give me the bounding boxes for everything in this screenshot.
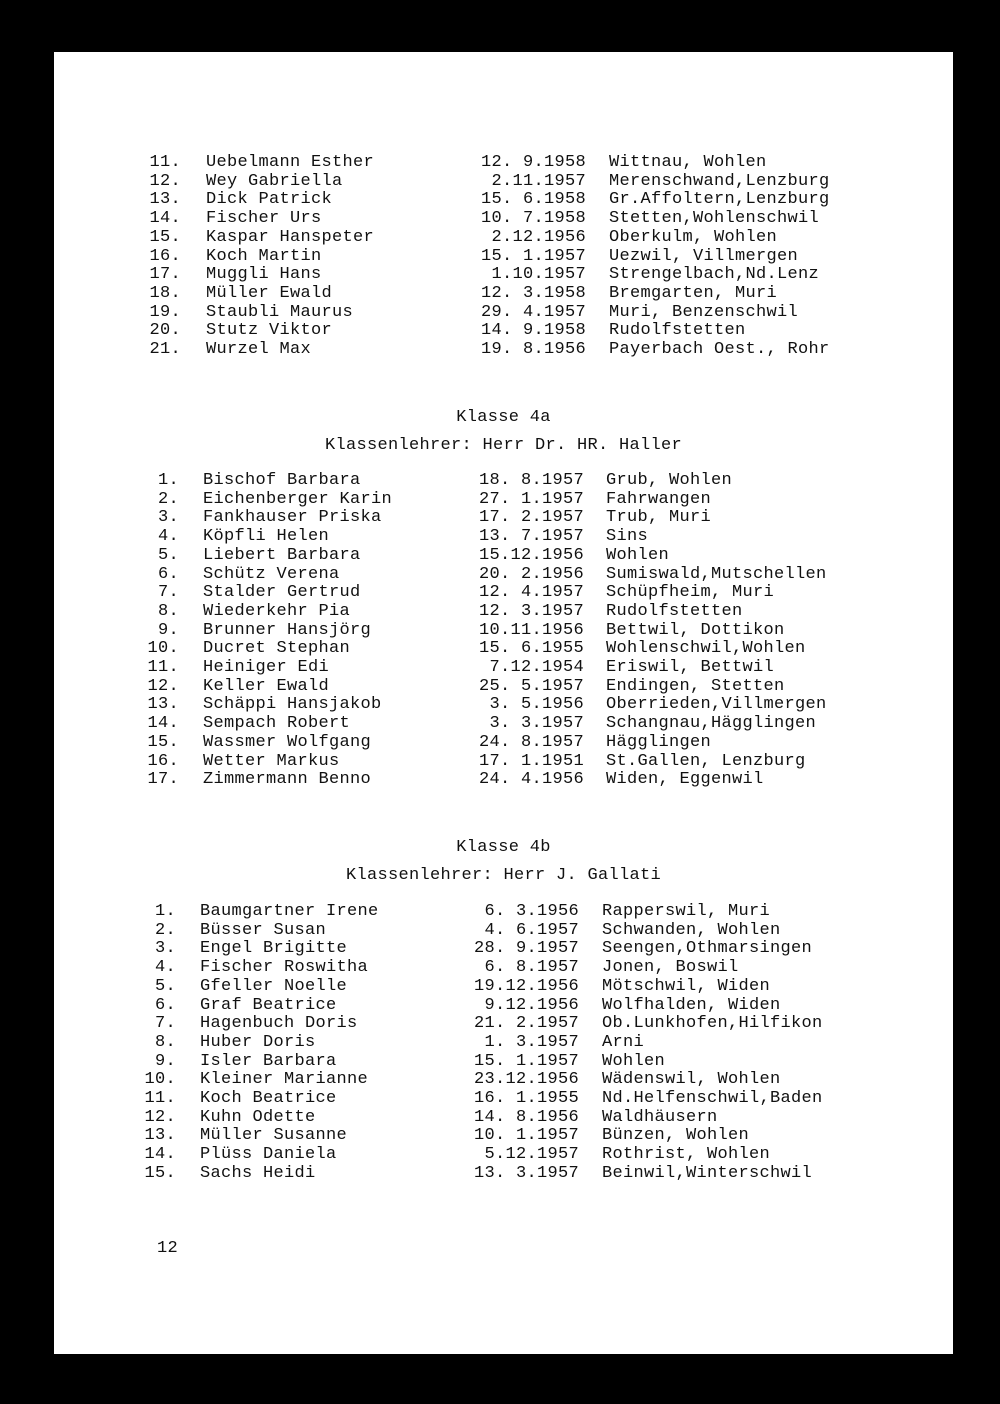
student-name: Koch Beatrice bbox=[200, 1089, 337, 1108]
hometown: Widen, Eggenwil bbox=[606, 770, 764, 790]
birth-date: 1.10.1957 bbox=[491, 265, 586, 285]
birth-date: 15. 6.1958 bbox=[480, 190, 586, 210]
birth-date: 12. 3.1957 bbox=[478, 601, 584, 621]
hometown: Wohlen bbox=[606, 545, 670, 565]
birth-date: 2.11.1957 bbox=[491, 171, 586, 191]
student-number: 3. bbox=[157, 508, 179, 528]
birth-date: 15. 1.1957 bbox=[480, 246, 586, 266]
hometown: Eriswil, Bettwil bbox=[606, 658, 775, 677]
hometown: Rothrist, Wohlen bbox=[602, 1145, 771, 1165]
student-name: Dick Patrick bbox=[206, 190, 333, 210]
hometown: Strengelbach,Nd.Lenz bbox=[609, 265, 820, 285]
student-row bbox=[54, 902, 953, 921]
student-name: Stalder Gertrud bbox=[203, 583, 361, 603]
student-name: Fankhauser Priska bbox=[203, 508, 382, 528]
student-row bbox=[54, 565, 953, 584]
student-name: Hagenbuch Doris bbox=[200, 1014, 358, 1034]
student-name: Baumgartner Irene bbox=[200, 902, 379, 921]
student-number: 14. bbox=[149, 209, 181, 229]
student-name: Muggli Hans bbox=[206, 265, 322, 285]
hometown: Wittnau, Wohlen bbox=[609, 153, 767, 172]
birth-date: 12. 9.1958 bbox=[480, 153, 586, 172]
birth-date: 27. 1.1957 bbox=[478, 489, 584, 509]
student-name: Müller Ewald bbox=[206, 283, 333, 303]
birth-date: 13. 7.1957 bbox=[478, 527, 584, 547]
birth-date: 14. 8.1956 bbox=[473, 1107, 579, 1127]
hometown: Oberkulm, Wohlen bbox=[609, 227, 778, 247]
student-row bbox=[54, 958, 953, 977]
student-name: Wey Gabriella bbox=[206, 171, 343, 191]
birth-date: 20. 2.1956 bbox=[478, 564, 584, 584]
birth-date: 6. 8.1957 bbox=[484, 958, 579, 978]
student-name: Uebelmann Esther bbox=[206, 153, 375, 172]
hometown: Rudolfstetten bbox=[606, 601, 743, 621]
student-number: 7. bbox=[157, 583, 179, 603]
birth-date: 24. 8.1957 bbox=[478, 732, 584, 752]
birth-date: 10.11.1956 bbox=[478, 620, 584, 640]
student-row bbox=[54, 190, 953, 209]
student-row bbox=[54, 714, 953, 733]
student-name: Brunner Hansjörg bbox=[203, 620, 372, 640]
hometown: Oberrieden,Villmergen bbox=[606, 695, 827, 715]
hometown: Schwanden, Wohlen bbox=[602, 920, 781, 940]
student-row bbox=[54, 153, 953, 172]
document-page bbox=[54, 52, 953, 1354]
student-number: 1. bbox=[154, 902, 176, 921]
birth-date: 24. 4.1956 bbox=[478, 770, 584, 790]
student-row bbox=[54, 1108, 953, 1127]
birth-date: 1. 3.1957 bbox=[484, 1032, 579, 1052]
student-row bbox=[54, 321, 953, 340]
hometown: Fahrwangen bbox=[606, 489, 712, 509]
student-name: Plüss Daniela bbox=[200, 1145, 337, 1165]
birth-date: 23.12.1956 bbox=[473, 1070, 579, 1090]
birth-date: 12. 4.1957 bbox=[478, 583, 584, 603]
student-row bbox=[54, 247, 953, 266]
student-number: 21. bbox=[149, 340, 181, 359]
hometown: Bünzen, Wohlen bbox=[602, 1126, 750, 1146]
student-row bbox=[54, 527, 953, 546]
student-name: Müller Susanne bbox=[200, 1126, 348, 1146]
birth-date: 19. 8.1956 bbox=[480, 340, 586, 359]
student-row bbox=[54, 733, 953, 752]
hometown: Trub, Muri bbox=[606, 508, 712, 528]
student-name: Isler Barbara bbox=[200, 1051, 337, 1071]
student-number: 17. bbox=[149, 265, 181, 285]
student-name: Huber Doris bbox=[200, 1032, 316, 1052]
student-number: 9. bbox=[157, 620, 179, 640]
student-row bbox=[54, 303, 953, 322]
hometown: Payerbach Oest., Rohr bbox=[609, 340, 830, 359]
student-number: 17. bbox=[147, 770, 179, 790]
birth-date: 9.12.1956 bbox=[484, 995, 579, 1015]
student-row bbox=[54, 228, 953, 247]
birth-date: 29. 4.1957 bbox=[480, 302, 586, 322]
hometown: Jonen, Boswil bbox=[602, 958, 739, 978]
hometown: Endingen, Stetten bbox=[606, 676, 785, 696]
hometown: Gr.Affoltern,Lenzburg bbox=[609, 190, 830, 210]
student-number: 10. bbox=[144, 1070, 176, 1090]
student-row bbox=[54, 939, 953, 958]
student-number: 9. bbox=[154, 1051, 176, 1071]
student-number: 6. bbox=[157, 564, 179, 584]
birth-date: 10. 1.1957 bbox=[473, 1126, 579, 1146]
student-row bbox=[54, 583, 953, 602]
hometown: Seengen,Othmarsingen bbox=[602, 939, 813, 959]
birth-date: 18. 8.1957 bbox=[478, 471, 584, 490]
student-row bbox=[54, 977, 953, 996]
student-name: Büsser Susan bbox=[200, 920, 327, 940]
student-name: Keller Ewald bbox=[203, 676, 330, 696]
birth-date: 4. 6.1957 bbox=[484, 920, 579, 940]
student-name: Liebert Barbara bbox=[203, 545, 361, 565]
student-number: 4. bbox=[157, 527, 179, 547]
student-row bbox=[54, 770, 953, 789]
page-number: 12 bbox=[157, 1239, 179, 1258]
class-4b-teacher: Klassenlehrer: Herr J. Gallati bbox=[345, 866, 662, 885]
hometown: Sins bbox=[606, 527, 649, 547]
birth-date: 7.12.1954 bbox=[489, 658, 584, 677]
student-number: 6. bbox=[154, 995, 176, 1015]
student-name: Graf Beatrice bbox=[200, 995, 337, 1015]
student-name: Sempach Robert bbox=[203, 714, 351, 734]
student-row bbox=[54, 265, 953, 284]
student-number: 12. bbox=[149, 171, 181, 191]
student-name: Wiederkehr Pia bbox=[203, 601, 351, 621]
student-name: Gfeller Noelle bbox=[200, 976, 348, 996]
birth-date: 15. 6.1955 bbox=[478, 639, 584, 659]
birth-date: 25. 5.1957 bbox=[478, 676, 584, 696]
student-row bbox=[54, 621, 953, 640]
student-name: Köpfli Helen bbox=[203, 527, 330, 547]
student-name: Fischer Urs bbox=[206, 209, 322, 229]
student-number: 5. bbox=[154, 976, 176, 996]
student-row bbox=[54, 1145, 953, 1164]
student-number: 8. bbox=[157, 601, 179, 621]
student-name: Ducret Stephan bbox=[203, 639, 351, 659]
student-number: 14. bbox=[147, 714, 179, 734]
student-row bbox=[54, 1126, 953, 1145]
student-row bbox=[54, 471, 953, 490]
hometown: Mötschwil, Widen bbox=[602, 976, 771, 996]
birth-date: 10. 7.1958 bbox=[480, 209, 586, 229]
hometown: Schüpfheim, Muri bbox=[606, 583, 775, 603]
student-row bbox=[54, 639, 953, 658]
student-row bbox=[54, 677, 953, 696]
birth-date: 5.12.1957 bbox=[484, 1145, 579, 1165]
birth-date: 14. 9.1958 bbox=[480, 321, 586, 341]
student-name: Koch Martin bbox=[206, 246, 322, 266]
hometown: Stetten,Wohlenschwil bbox=[609, 209, 820, 229]
hometown: Sumiswald,Mutschellen bbox=[606, 564, 827, 584]
birth-date: 15.12.1956 bbox=[478, 545, 584, 565]
student-name: Eichenberger Karin bbox=[203, 489, 393, 509]
student-number: 12. bbox=[147, 676, 179, 696]
hometown: Waldhäusern bbox=[602, 1107, 718, 1127]
student-number: 1. bbox=[157, 471, 179, 490]
student-row bbox=[54, 1089, 953, 1108]
student-number: 15. bbox=[147, 732, 179, 752]
student-row bbox=[54, 1052, 953, 1071]
birth-date: 17. 2.1957 bbox=[478, 508, 584, 528]
birth-date: 17. 1.1951 bbox=[478, 751, 584, 771]
class-4a-teacher: Klassenlehrer: Herr Dr. HR. Haller bbox=[324, 436, 683, 455]
student-number: 15. bbox=[149, 227, 181, 247]
hometown: Schangnau,Hägglingen bbox=[606, 714, 817, 734]
student-name: Engel Brigitte bbox=[200, 939, 348, 959]
student-name: Schütz Verena bbox=[203, 564, 340, 584]
student-number: 8. bbox=[154, 1032, 176, 1052]
birth-date: 28. 9.1957 bbox=[473, 939, 579, 959]
birth-date: 3. 5.1956 bbox=[489, 695, 584, 715]
student-row bbox=[54, 209, 953, 228]
student-row bbox=[54, 752, 953, 771]
student-number: 14. bbox=[144, 1145, 176, 1165]
hometown: Hägglingen bbox=[606, 732, 712, 752]
student-name: Schäppi Hansjakob bbox=[203, 695, 382, 715]
hometown: Wohlen bbox=[602, 1051, 666, 1071]
student-number: 10. bbox=[147, 639, 179, 659]
student-number: 7. bbox=[154, 1014, 176, 1034]
student-row bbox=[54, 1033, 953, 1052]
student-name: Wassmer Wolfgang bbox=[203, 732, 372, 752]
hometown: Merenschwand,Lenzburg bbox=[609, 171, 830, 191]
student-number: 16. bbox=[147, 751, 179, 771]
hometown: Wolfhalden, Widen bbox=[602, 995, 781, 1015]
hometown: Rapperswil, Muri bbox=[602, 902, 771, 921]
student-number: 16. bbox=[149, 246, 181, 266]
student-number: 18. bbox=[149, 283, 181, 303]
student-row bbox=[54, 921, 953, 940]
student-number: 2. bbox=[154, 920, 176, 940]
student-name: Staubli Maurus bbox=[206, 302, 354, 322]
student-name: Wurzel Max bbox=[206, 340, 312, 359]
hometown: St.Gallen, Lenzburg bbox=[606, 751, 806, 771]
student-name: Stutz Viktor bbox=[206, 321, 333, 341]
student-number: 11. bbox=[149, 153, 181, 172]
student-name: Heiniger Edi bbox=[203, 658, 330, 677]
student-row bbox=[54, 508, 953, 527]
student-number: 12. bbox=[144, 1107, 176, 1127]
student-row bbox=[54, 284, 953, 303]
student-number: 13. bbox=[144, 1126, 176, 1146]
class-4b-title: Klasse 4b bbox=[456, 838, 551, 857]
student-name: Wetter Markus bbox=[203, 751, 340, 771]
student-row bbox=[54, 1014, 953, 1033]
student-row bbox=[54, 490, 953, 509]
hometown: Wädenswil, Wohlen bbox=[602, 1070, 781, 1090]
student-row bbox=[54, 340, 953, 359]
student-name: Kaspar Hanspeter bbox=[206, 227, 375, 247]
student-name: Zimmermann Benno bbox=[203, 770, 372, 790]
student-number: 13. bbox=[149, 190, 181, 210]
student-row bbox=[54, 695, 953, 714]
student-name: Bischof Barbara bbox=[203, 471, 361, 490]
birth-date: 2.12.1956 bbox=[491, 227, 586, 247]
hometown: Muri, Benzenschwil bbox=[609, 302, 799, 322]
student-row bbox=[54, 1164, 953, 1183]
student-number: 4. bbox=[154, 958, 176, 978]
student-number: 11. bbox=[147, 658, 179, 677]
birth-date: 21. 2.1957 bbox=[473, 1014, 579, 1034]
student-row bbox=[54, 1070, 953, 1089]
student-number: 11. bbox=[144, 1089, 176, 1108]
hometown: Beinwil,Winterschwil bbox=[602, 1163, 813, 1183]
class-4a-title: Klasse 4a bbox=[456, 408, 551, 427]
student-row bbox=[54, 172, 953, 191]
hometown: Uezwil, Villmergen bbox=[609, 246, 799, 266]
hometown: Arni bbox=[602, 1032, 645, 1052]
student-number: 3. bbox=[154, 939, 176, 959]
hometown: Ob.Lunkhofen,Hilfikon bbox=[602, 1014, 823, 1034]
birth-date: 13. 3.1957 bbox=[473, 1163, 579, 1183]
birth-date: 15. 1.1957 bbox=[473, 1051, 579, 1071]
birth-date: 19.12.1956 bbox=[473, 976, 579, 996]
birth-date: 6. 3.1956 bbox=[484, 902, 579, 921]
hometown: Rudolfstetten bbox=[609, 321, 746, 341]
student-number: 5. bbox=[157, 545, 179, 565]
student-name: Kleiner Marianne bbox=[200, 1070, 369, 1090]
student-number: 2. bbox=[157, 489, 179, 509]
student-name: Fischer Roswitha bbox=[200, 958, 369, 978]
student-number: 15. bbox=[144, 1163, 176, 1183]
student-row bbox=[54, 658, 953, 677]
hometown: Nd.Helfenschwil,Baden bbox=[602, 1089, 823, 1108]
hometown: Wohlenschwil,Wohlen bbox=[606, 639, 806, 659]
birth-date: 12. 3.1958 bbox=[480, 283, 586, 303]
student-name: Kuhn Odette bbox=[200, 1107, 316, 1127]
student-number: 19. bbox=[149, 302, 181, 322]
birth-date: 16. 1.1955 bbox=[473, 1089, 579, 1108]
birth-date: 3. 3.1957 bbox=[489, 714, 584, 734]
student-row bbox=[54, 602, 953, 621]
hometown: Bremgarten, Muri bbox=[609, 283, 778, 303]
student-number: 20. bbox=[149, 321, 181, 341]
student-row bbox=[54, 996, 953, 1015]
hometown: Grub, Wohlen bbox=[606, 471, 733, 490]
student-number: 13. bbox=[147, 695, 179, 715]
student-name: Sachs Heidi bbox=[200, 1163, 316, 1183]
hometown: Bettwil, Dottikon bbox=[606, 620, 785, 640]
student-row bbox=[54, 546, 953, 565]
